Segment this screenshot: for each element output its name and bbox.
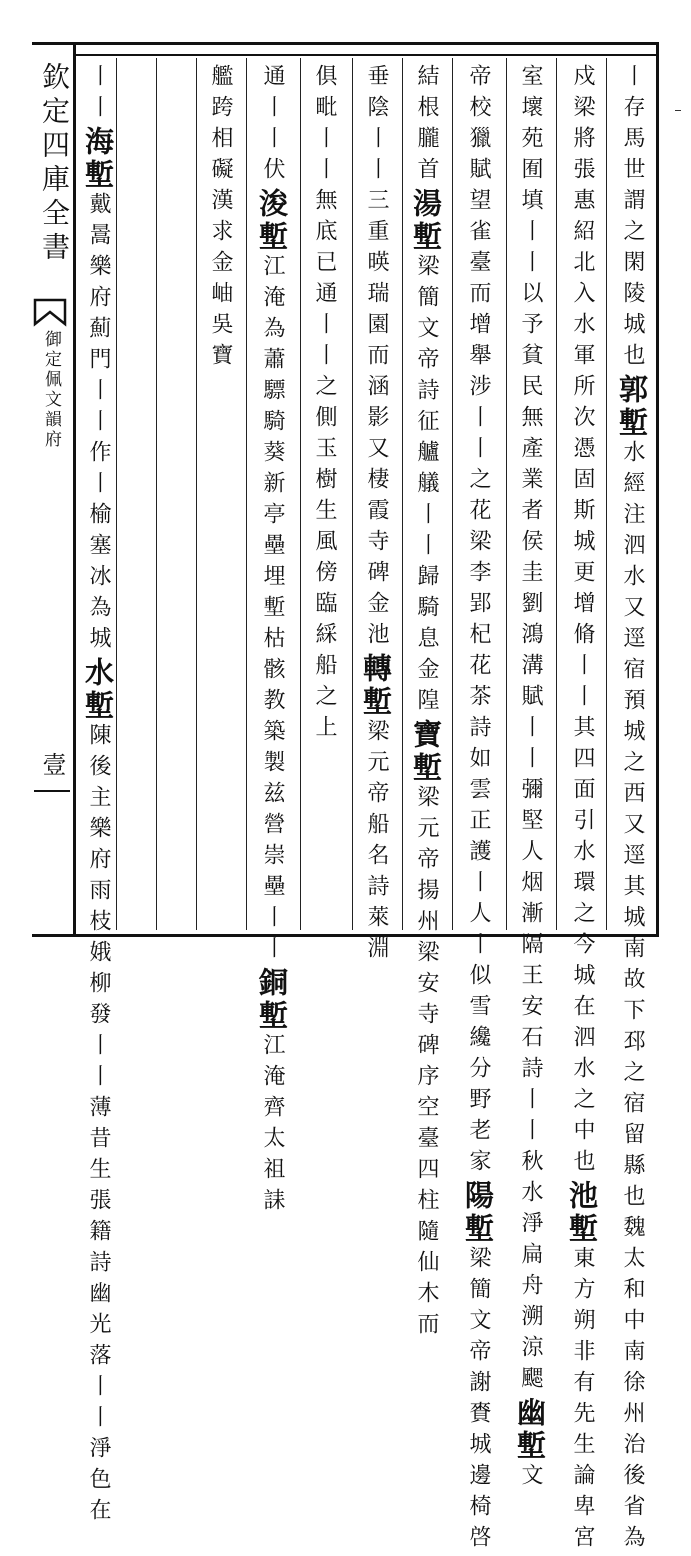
entry-text: 俱毗丨丨無底已通丨丨之側玉樹生風傍臨綵船之上 bbox=[312, 64, 337, 746]
text-column-7 bbox=[304, 64, 344, 746]
page-number: 壹 bbox=[38, 752, 66, 776]
page-number-underline bbox=[34, 790, 70, 792]
entry-text: 戴暠樂府薊門丨丨作丨榆塞冰為城 bbox=[86, 192, 111, 657]
entry-headword: 浚塹 bbox=[255, 188, 289, 254]
entry-headword: 湯塹 bbox=[409, 188, 443, 254]
column-rule bbox=[556, 58, 557, 930]
top-border bbox=[32, 42, 658, 45]
entry-text: 陳後主樂府雨枝娥柳發丨丨薄昔生張籍詩幽光落丨丨淨色在 bbox=[86, 723, 111, 1529]
entry-text: 水經注泗水又逕宿預城之西又逕其城南故下邳之宿留縣也魏太和中南徐州治後省為 bbox=[620, 440, 645, 1556]
entry-headword: 海塹 bbox=[81, 126, 115, 192]
entry-text: 帝校獵賦望雀臺而增舉涉丨丨之花梁李郢杞花茶詩如雲正護丨人丨似雪纔分野老家 bbox=[466, 64, 491, 1180]
entry-text: 江淹齊太祖誄 bbox=[260, 1033, 285, 1219]
column-rule bbox=[196, 58, 197, 930]
fishtail-mark-icon bbox=[33, 298, 67, 328]
column-rule bbox=[246, 58, 247, 930]
margin-subtitle: 御定佩文韻府 bbox=[41, 330, 61, 450]
column-rule bbox=[606, 58, 607, 930]
entry-headword: 轉塹 bbox=[359, 653, 393, 719]
column-rule bbox=[156, 58, 157, 930]
text-column-2 bbox=[562, 64, 602, 1556]
text-column-1 bbox=[612, 64, 652, 1556]
entry-text: 結根朧首 bbox=[414, 64, 439, 188]
text-column-5 bbox=[406, 64, 446, 1343]
entry-text: 室壞苑囿填丨丨以予貧民無產業者侯圭劉鴻溝賦丨丨彌堅人烟漸隔王安石詩丨丨秋水淨扁舟溯涼颸 bbox=[518, 64, 543, 1397]
text-column-9 bbox=[200, 64, 240, 374]
right-border bbox=[656, 42, 659, 937]
text-column-8 bbox=[252, 64, 292, 1219]
entry-text: 丨丨 bbox=[86, 64, 111, 126]
entry-text: 丨存馬世謂之閑陵城也 bbox=[620, 64, 645, 374]
entry-text: 通丨丨伏 bbox=[260, 64, 285, 188]
column-rule bbox=[352, 58, 353, 930]
entry-text: 東方朔非有先生論卑宮 bbox=[570, 1246, 595, 1556]
entry-text: 梁元帝船名詩萊淵 bbox=[364, 719, 389, 967]
entry-text: 艦跨相礙漢求金岫吳寶 bbox=[208, 64, 233, 374]
entry-text: 文 bbox=[518, 1463, 543, 1494]
entry-headword: 水塹 bbox=[81, 657, 115, 723]
entry-text: 垂陰丨丨三重暎瑞園而涵影又棲霞寺碑金池 bbox=[364, 64, 389, 653]
margin-title: 欽定四庫全書 bbox=[38, 62, 71, 266]
entry-text: 戍梁將張惠紹北入水軍所次憑固斯城更增脩丨丨其四面引水環之今城在泗水之中也 bbox=[570, 64, 595, 1180]
text-column-6 bbox=[356, 64, 396, 967]
entry-headword: 銅塹 bbox=[255, 967, 289, 1033]
column-rule bbox=[300, 58, 301, 930]
top-border-inner bbox=[76, 54, 658, 56]
entry-text: 梁簡文帝詩征艫艤丨丨歸騎息金隍 bbox=[414, 254, 439, 719]
column-rule bbox=[402, 58, 403, 930]
entry-text: 江淹為蕭驃騎葵新亭壘埋塹枯骸教築製兹營崇壘丨丨 bbox=[260, 254, 285, 967]
entry-headword: 郭塹 bbox=[615, 374, 649, 440]
entry-headword: 寶塹 bbox=[409, 719, 443, 785]
entry-headword: 陽塹 bbox=[461, 1180, 495, 1246]
column-rule bbox=[506, 58, 507, 930]
text-column-4 bbox=[458, 64, 498, 1556]
entry-headword: 幽塹 bbox=[513, 1397, 547, 1463]
entry-text: 梁元帝揚州梁安寺碑序空臺四柱隨仙木而 bbox=[414, 785, 439, 1343]
entry-text: 梁簡文帝謝賚城邊椅啓 bbox=[466, 1246, 491, 1556]
text-column-3 bbox=[510, 64, 550, 1494]
text-column-10 bbox=[78, 64, 118, 1529]
entry-headword: 池塹 bbox=[565, 1180, 599, 1246]
column-rule bbox=[452, 58, 453, 930]
stray-mark bbox=[675, 110, 681, 111]
